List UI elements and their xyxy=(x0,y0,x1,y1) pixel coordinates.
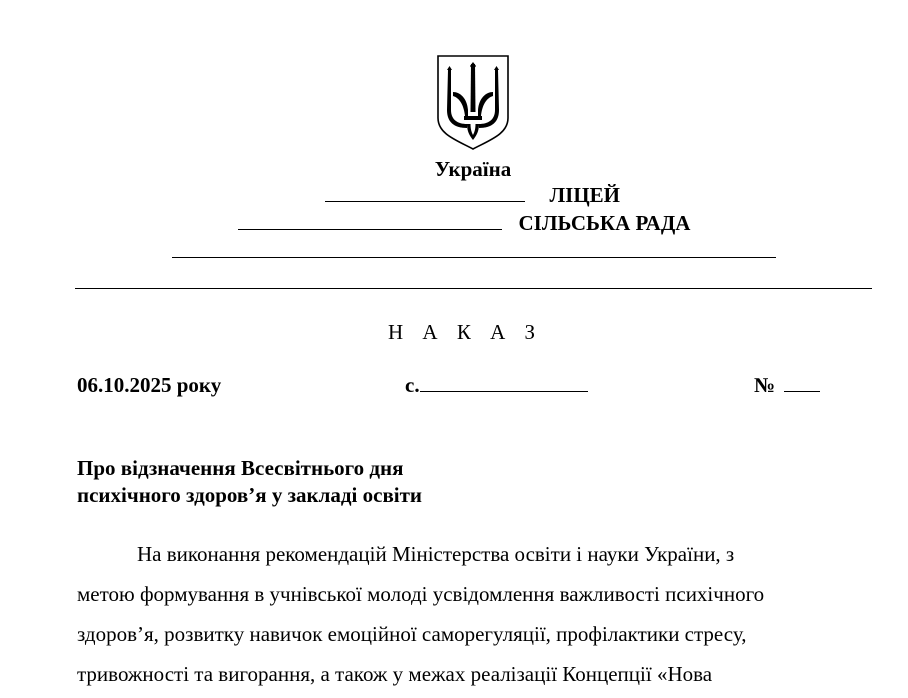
body-line-2: метою формування в учнівської молоді усвідомлення важливості психічного xyxy=(77,582,765,606)
council-type: СІЛЬСЬКА РАДА xyxy=(518,211,691,235)
council-name-blank xyxy=(238,228,502,230)
document-title: Н А К А З xyxy=(387,320,543,344)
order-number xyxy=(754,373,820,398)
order-subject-line-1: Про відзначення Всесвітнього дня xyxy=(77,456,404,480)
body-line-4: тривожності та вигорання, а також у межах реалізації Концепції «Нова xyxy=(77,662,713,686)
header-divider xyxy=(75,288,872,289)
country-name: Україна xyxy=(434,157,512,181)
order-number-prefix: № xyxy=(754,373,776,397)
order-place-blank xyxy=(420,390,588,392)
order-place xyxy=(405,373,588,398)
institution-name-blank xyxy=(325,200,525,202)
institution-type: ЛІЦЕЙ xyxy=(549,183,620,207)
institution-line xyxy=(325,183,620,208)
order-number-blank xyxy=(784,390,820,392)
order-place-prefix: с. xyxy=(405,373,420,397)
body-line-1: На виконання рекомендацій Міністерства освіти і науки України, з xyxy=(137,542,735,566)
order-date: 06.10.2025 року xyxy=(77,373,222,397)
coat-of-arms-icon xyxy=(434,52,512,152)
order-body xyxy=(77,534,867,694)
council-line xyxy=(238,211,690,236)
body-line-3: здоров’я, розвитку навичок емоційної саморегуляції, профілактики стресу, xyxy=(77,622,747,646)
order-subject xyxy=(77,455,422,509)
header-divider-thin xyxy=(172,257,776,258)
order-subject-line-2: психічного здоров’я у закладі освіти xyxy=(77,483,423,507)
